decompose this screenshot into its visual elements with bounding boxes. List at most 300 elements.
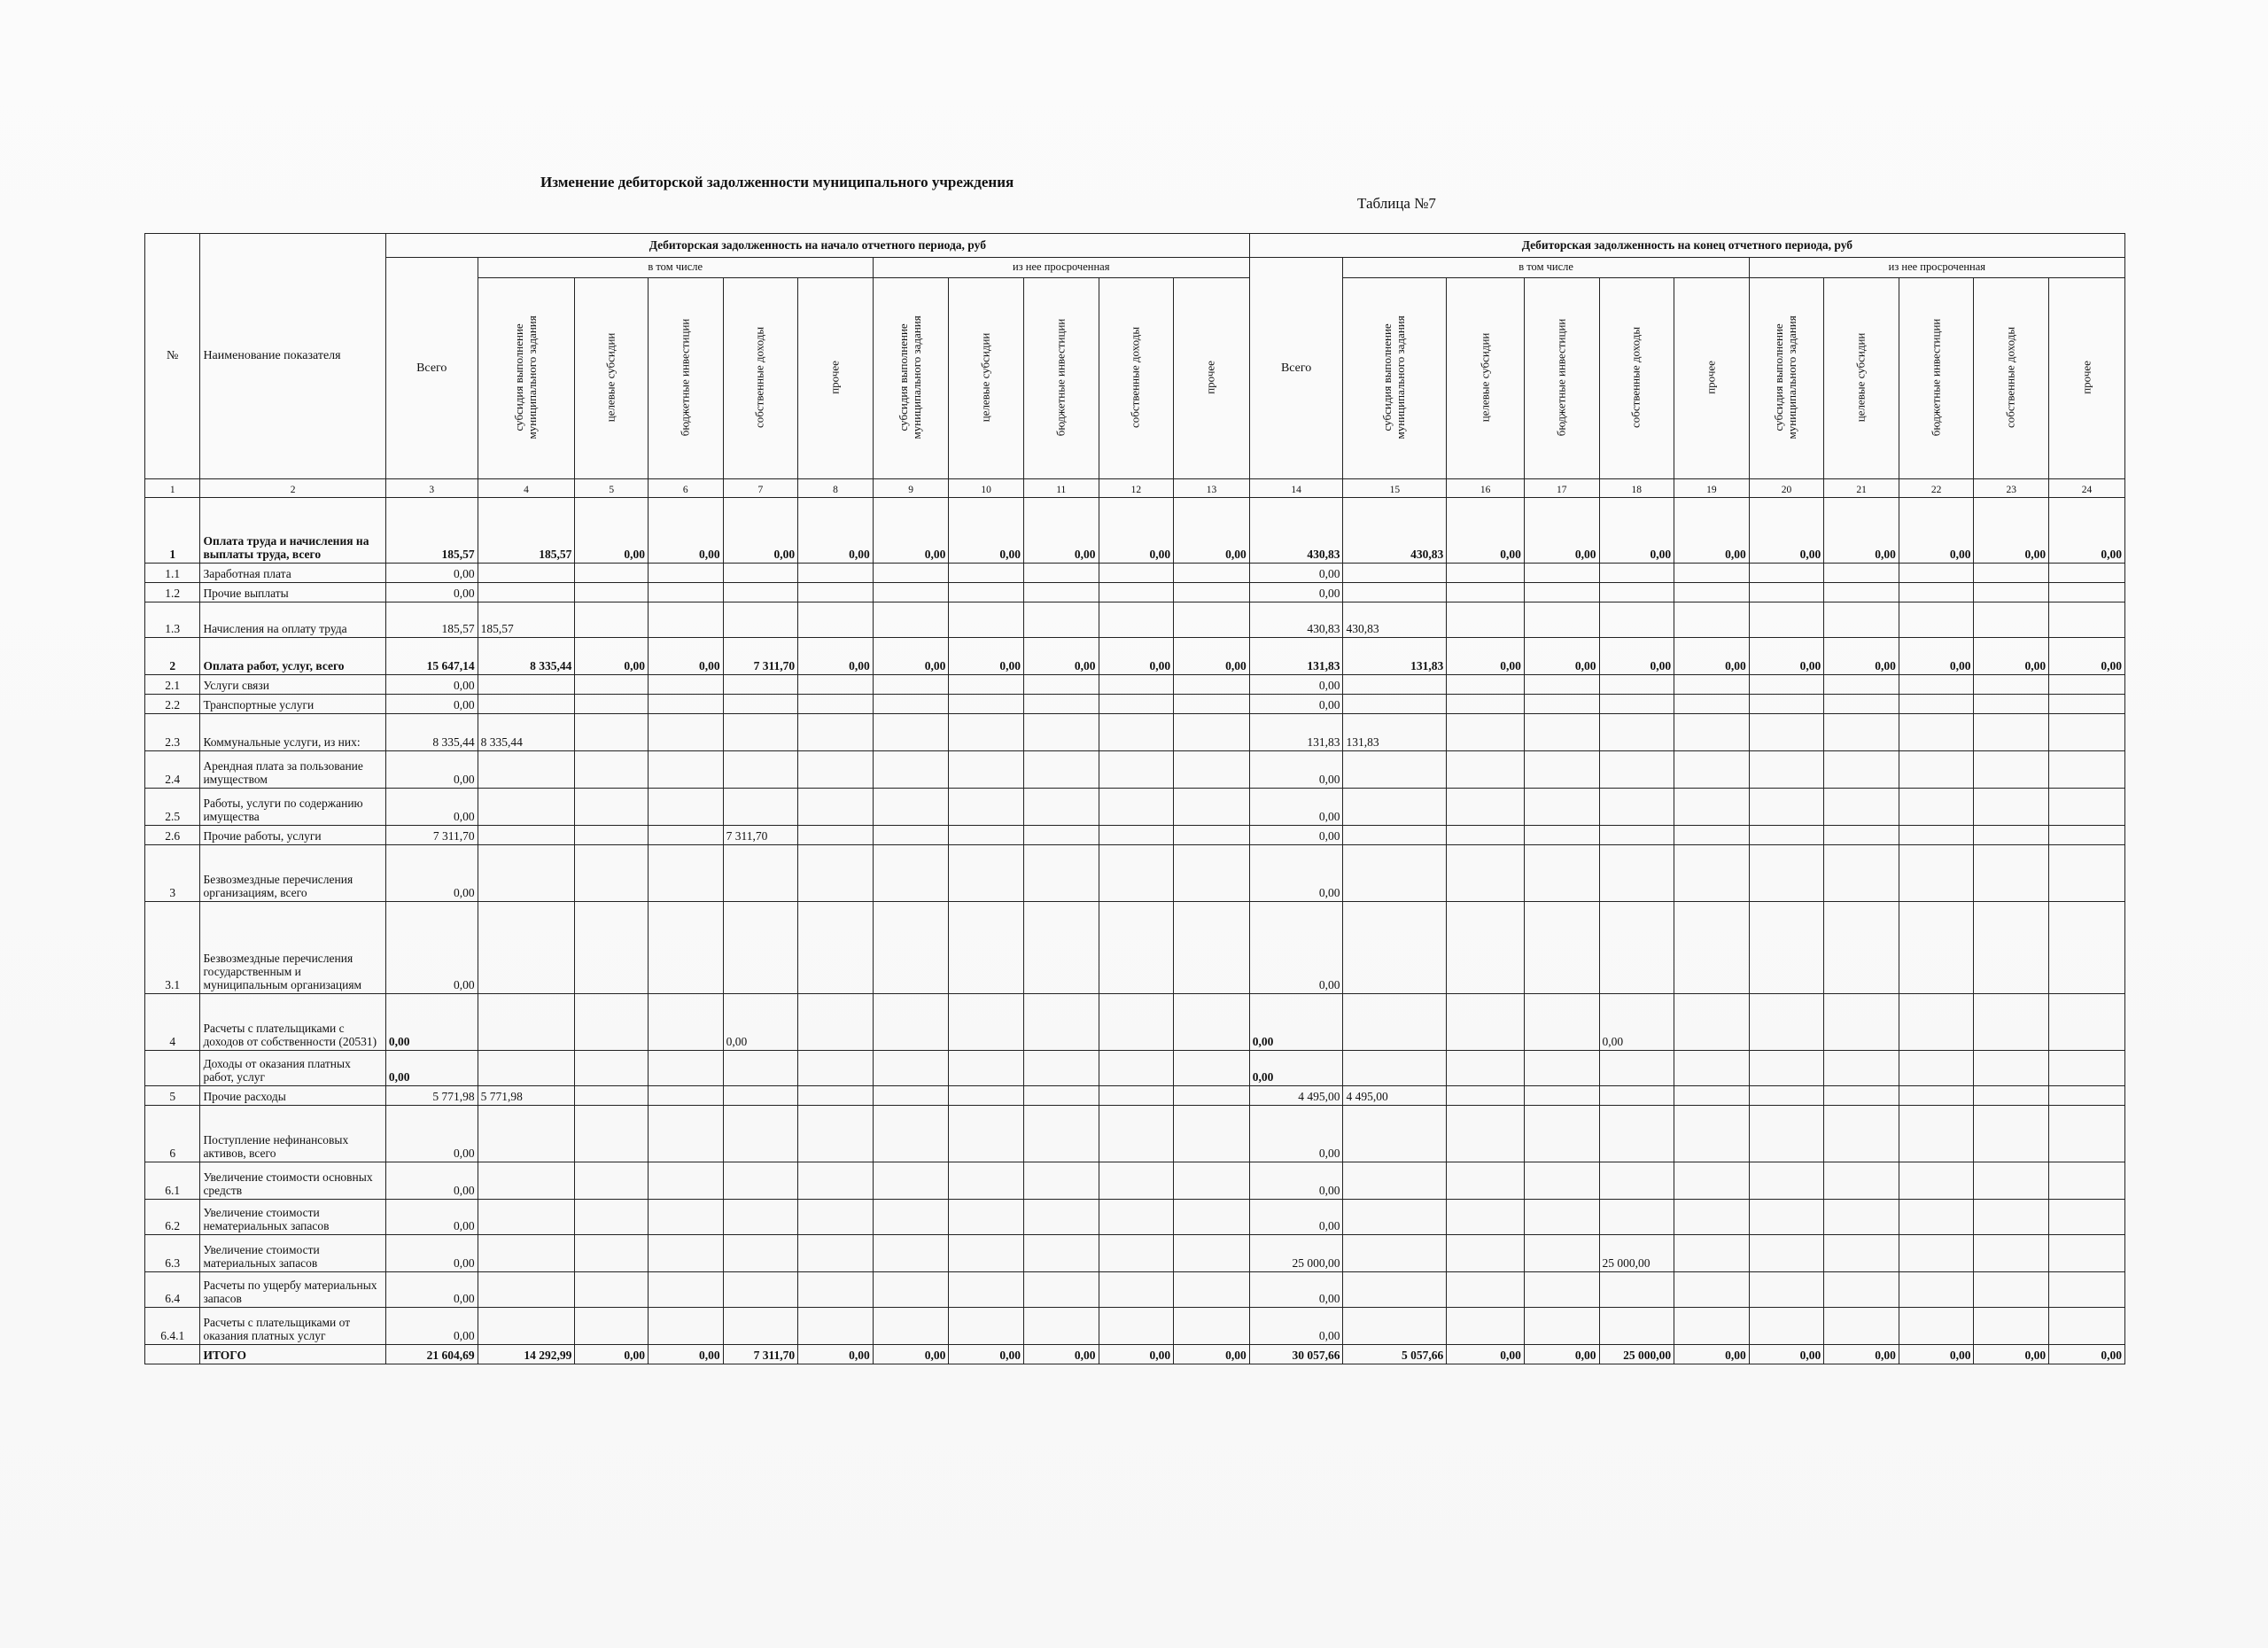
row-name: Поступление нефинансовых активов, всего [200, 1106, 385, 1162]
value-cell [723, 1051, 798, 1086]
value-cell [1674, 564, 1750, 583]
value-cell [723, 602, 798, 638]
value-cell [2049, 714, 2125, 751]
row-index: 2 [145, 638, 200, 675]
value-cell [798, 789, 874, 826]
value-cell: 0,00 [1023, 498, 1099, 564]
value-cell: 0,00 [2049, 1345, 2125, 1364]
value-cell: 0,00 [1023, 638, 1099, 675]
row-index: 6 [145, 1106, 200, 1162]
value-cell: 0,00 [385, 1200, 478, 1235]
header-subcol-label: бюджетные инвестиции [1554, 318, 1568, 437]
value-cell [1599, 826, 1674, 845]
table-row [145, 498, 2125, 564]
value-cell: 4 495,00 [1249, 1086, 1343, 1106]
value-cell [648, 1086, 723, 1106]
value-cell: 0,00 [385, 1272, 478, 1308]
table-row [145, 714, 2125, 751]
value-cell [873, 714, 949, 751]
value-cell [478, 1200, 575, 1235]
value-cell [1749, 1235, 1824, 1272]
value-cell: 0,00 [798, 638, 874, 675]
value-cell [798, 994, 874, 1051]
header-no: № [145, 234, 200, 479]
value-cell [1899, 714, 1974, 751]
value-cell [1174, 564, 1250, 583]
value-cell [723, 1235, 798, 1272]
value-cell [873, 789, 949, 826]
value-cell [1023, 826, 1099, 845]
value-cell [478, 789, 575, 826]
value-cell [2049, 1235, 2125, 1272]
value-cell [2049, 751, 2125, 789]
value-cell: 0,00 [1249, 845, 1343, 902]
value-cell: 0,00 [1749, 498, 1824, 564]
column-number: 10 [949, 479, 1024, 498]
column-number: 14 [1249, 479, 1343, 498]
value-cell [1343, 826, 1447, 845]
value-cell: 0,00 [1249, 1308, 1343, 1345]
value-cell [575, 1086, 649, 1106]
row-name: Безвозмездные перечисления государственным и муниципальным организациям [200, 902, 385, 994]
value-cell: 185,57 [385, 602, 478, 638]
value-cell [1899, 695, 1974, 714]
column-number: 8 [798, 479, 874, 498]
value-cell [1343, 1200, 1447, 1235]
value-cell [1023, 902, 1099, 994]
value-cell [723, 789, 798, 826]
value-cell [949, 695, 1024, 714]
value-cell [575, 1200, 649, 1235]
header-subcol-label: бюджетные инвестиции [678, 318, 692, 437]
value-cell [873, 1272, 949, 1308]
value-cell [1023, 1086, 1099, 1106]
value-cell [648, 1235, 723, 1272]
value-cell: 0,00 [1599, 994, 1674, 1051]
column-number: 2 [200, 479, 385, 498]
row-name: Увеличение стоимости основных средств [200, 1162, 385, 1200]
row-index: 6.4 [145, 1272, 200, 1308]
row-index: 2.2 [145, 695, 200, 714]
row-name: Расчеты с плательщиками от оказания платных услуг [200, 1308, 385, 1345]
value-cell: 0,00 [1599, 638, 1674, 675]
value-cell [648, 1051, 723, 1086]
row-name: Увеличение стоимости нематериальных запасов [200, 1200, 385, 1235]
value-cell: 0,00 [1749, 1345, 1824, 1364]
value-cell [1824, 564, 1899, 583]
column-number: 18 [1599, 479, 1674, 498]
row-index [145, 1051, 200, 1086]
value-cell [798, 714, 874, 751]
value-cell: 0,00 [723, 498, 798, 564]
value-cell [873, 583, 949, 602]
value-cell: 15 647,14 [385, 638, 478, 675]
value-cell [723, 675, 798, 695]
value-cell [648, 1308, 723, 1345]
value-cell [648, 1200, 723, 1235]
value-cell: 0,00 [1447, 638, 1525, 675]
value-cell: 5 771,98 [385, 1086, 478, 1106]
value-cell: 30 057,66 [1249, 1345, 1343, 1364]
value-cell [1749, 902, 1824, 994]
value-cell [1974, 994, 2049, 1051]
value-cell: 0,00 [1174, 638, 1250, 675]
value-cell [949, 1272, 1024, 1308]
header-subcol [1824, 278, 1899, 479]
value-cell [1674, 675, 1750, 695]
row-name: Прочие расходы [200, 1086, 385, 1106]
value-cell [798, 602, 874, 638]
value-cell [1099, 1106, 1174, 1162]
value-cell: 0,00 [648, 1345, 723, 1364]
value-cell [1974, 751, 2049, 789]
value-cell [1023, 714, 1099, 751]
column-number: 17 [1524, 479, 1599, 498]
value-cell [1674, 751, 1750, 789]
value-cell: 185,57 [478, 498, 575, 564]
value-cell [1599, 714, 1674, 751]
value-cell [949, 1051, 1024, 1086]
value-cell: 0,00 [2049, 638, 2125, 675]
value-cell [1674, 602, 1750, 638]
table-row [145, 789, 2125, 826]
value-cell [478, 695, 575, 714]
value-cell [1174, 695, 1250, 714]
value-cell [648, 1272, 723, 1308]
value-cell [949, 789, 1024, 826]
value-cell [1174, 751, 1250, 789]
column-number: 7 [723, 479, 798, 498]
value-cell [1524, 583, 1599, 602]
value-cell [1524, 714, 1599, 751]
value-cell [478, 845, 575, 902]
value-cell [1899, 675, 1974, 695]
value-cell [1674, 695, 1750, 714]
value-cell [1023, 1106, 1099, 1162]
value-cell [1824, 602, 1899, 638]
row-index: 5 [145, 1086, 200, 1106]
value-cell: 25 000,00 [1599, 1345, 1674, 1364]
table-row [145, 602, 2125, 638]
value-cell [1447, 564, 1525, 583]
value-cell [949, 1162, 1024, 1200]
value-cell [723, 714, 798, 751]
value-cell [1447, 602, 1525, 638]
value-cell [1599, 1051, 1674, 1086]
value-cell [1023, 602, 1099, 638]
value-cell [1899, 583, 1974, 602]
value-cell: 0,00 [1974, 1345, 2049, 1364]
value-cell: 0,00 [1249, 564, 1343, 583]
value-cell [1749, 1162, 1824, 1200]
value-cell: 14 292,99 [478, 1345, 575, 1364]
value-cell [1174, 1086, 1250, 1106]
value-cell [575, 1106, 649, 1162]
value-cell [1023, 994, 1099, 1051]
value-cell [2049, 1308, 2125, 1345]
value-cell: 0,00 [873, 638, 949, 675]
value-cell [478, 1272, 575, 1308]
value-cell [949, 675, 1024, 695]
header-subcol [1974, 278, 2049, 479]
value-cell [1099, 1162, 1174, 1200]
header-subcol [1343, 278, 1447, 479]
value-cell [1447, 1272, 1525, 1308]
value-cell [1524, 1272, 1599, 1308]
table-body [145, 498, 2125, 1364]
row-index: 2.4 [145, 751, 200, 789]
value-cell [1174, 1051, 1250, 1086]
value-cell [1174, 1308, 1250, 1345]
table-row [145, 1106, 2125, 1162]
value-cell: 0,00 [1899, 638, 1974, 675]
value-cell [1824, 789, 1899, 826]
value-cell [949, 583, 1024, 602]
value-cell [1099, 845, 1174, 902]
value-cell [1974, 1086, 2049, 1106]
value-cell [1674, 789, 1750, 826]
value-cell: 4 495,00 [1343, 1086, 1447, 1106]
value-cell [478, 675, 575, 695]
value-cell [1174, 845, 1250, 902]
value-cell: 0,00 [1249, 675, 1343, 695]
value-cell: 131,83 [1249, 714, 1343, 751]
value-cell [1899, 602, 1974, 638]
column-number: 6 [648, 479, 723, 498]
value-cell: 0,00 [575, 638, 649, 675]
header-start-group: Дебиторская задолженность на начало отчетного периода, руб [385, 234, 1249, 258]
value-cell [1599, 902, 1674, 994]
value-cell: 0,00 [1524, 498, 1599, 564]
value-cell [1174, 1106, 1250, 1162]
value-cell [723, 1308, 798, 1345]
value-cell [1674, 1051, 1750, 1086]
value-cell [478, 994, 575, 1051]
value-cell [1174, 902, 1250, 994]
value-cell [575, 845, 649, 902]
value-cell [1023, 1235, 1099, 1272]
header-subcol [1899, 278, 1974, 479]
value-cell [1343, 751, 1447, 789]
value-cell [798, 826, 874, 845]
value-cell [1899, 902, 1974, 994]
value-cell [1899, 1235, 1974, 1272]
value-cell [575, 714, 649, 751]
table-row [145, 675, 2125, 695]
value-cell [1674, 1235, 1750, 1272]
value-cell [2049, 695, 2125, 714]
value-cell: 0,00 [385, 845, 478, 902]
value-cell [1023, 1308, 1099, 1345]
header-subcol-label: прочее [827, 361, 842, 394]
value-cell [1099, 751, 1174, 789]
receivables-table [144, 233, 2125, 1364]
table-row [145, 1345, 2125, 1364]
row-index: 6.2 [145, 1200, 200, 1235]
row-name: Доходы от оказания платных работ, услуг [200, 1051, 385, 1086]
value-cell: 131,83 [1343, 638, 1447, 675]
value-cell [1524, 675, 1599, 695]
value-cell [873, 1086, 949, 1106]
value-cell [949, 564, 1024, 583]
value-cell [2049, 1272, 2125, 1308]
value-cell: 0,00 [385, 1162, 478, 1200]
value-cell [1599, 751, 1674, 789]
value-cell [723, 1200, 798, 1235]
value-cell [1099, 1272, 1174, 1308]
header-subcol [949, 278, 1024, 479]
value-cell [873, 1106, 949, 1162]
value-cell [1023, 564, 1099, 583]
column-number: 23 [1974, 479, 2049, 498]
value-cell: 0,00 [873, 498, 949, 564]
value-cell: 0,00 [1099, 498, 1174, 564]
value-cell [1674, 994, 1750, 1051]
row-index: 2.6 [145, 826, 200, 845]
value-cell [1343, 695, 1447, 714]
header-subcol-label: целевые субсидии [978, 332, 992, 423]
header-subcol [723, 278, 798, 479]
value-cell: 0,00 [1899, 1345, 1974, 1364]
value-cell: 7 311,70 [723, 638, 798, 675]
header-subcol-label: субсидия выполнение муниципального задания [1772, 315, 1799, 439]
value-cell [1899, 1308, 1974, 1345]
value-cell [575, 994, 649, 1051]
value-cell [1524, 564, 1599, 583]
value-cell [1749, 602, 1824, 638]
value-cell [1749, 695, 1824, 714]
header-subcol [798, 278, 874, 479]
value-cell [1343, 675, 1447, 695]
header-subcol-label: целевые субсидии [1853, 332, 1868, 423]
value-cell: 0,00 [385, 1235, 478, 1272]
value-cell [1974, 1235, 2049, 1272]
value-cell [1174, 1272, 1250, 1308]
value-cell [1099, 695, 1174, 714]
value-cell: 0,00 [798, 1345, 874, 1364]
value-cell [723, 1162, 798, 1200]
value-cell [1974, 1200, 2049, 1235]
table-row [145, 638, 2125, 675]
value-cell: 0,00 [648, 638, 723, 675]
value-cell [873, 1162, 949, 1200]
header-subcol [1174, 278, 1250, 479]
value-cell [723, 564, 798, 583]
value-cell [1974, 902, 2049, 994]
value-cell: 0,00 [1249, 1272, 1343, 1308]
row-index: 1.1 [145, 564, 200, 583]
value-cell [949, 602, 1024, 638]
header-subcol [1099, 278, 1174, 479]
value-cell [949, 845, 1024, 902]
value-cell [873, 751, 949, 789]
column-number: 20 [1749, 479, 1824, 498]
value-cell [1447, 583, 1525, 602]
value-cell [1899, 994, 1974, 1051]
value-cell: 430,83 [1249, 602, 1343, 638]
value-cell [949, 1086, 1024, 1106]
header-end-incl: в том числе [1343, 258, 1749, 278]
value-cell [648, 751, 723, 789]
value-cell: 7 311,70 [723, 1345, 798, 1364]
row-name: Услуги связи [200, 675, 385, 695]
value-cell: 5 771,98 [478, 1086, 575, 1106]
value-cell [575, 826, 649, 845]
value-cell [1174, 994, 1250, 1051]
row-index [145, 1345, 200, 1364]
value-cell: 0,00 [1249, 583, 1343, 602]
row-name: Транспортные услуги [200, 695, 385, 714]
value-cell: 0,00 [385, 1051, 478, 1086]
value-cell: 0,00 [873, 1345, 949, 1364]
row-name: Коммунальные услуги, из них: [200, 714, 385, 751]
value-cell [798, 1106, 874, 1162]
value-cell [1749, 751, 1824, 789]
value-cell: 0,00 [1447, 1345, 1525, 1364]
value-cell [478, 583, 575, 602]
column-number: 5 [575, 479, 649, 498]
value-cell: 0,00 [575, 1345, 649, 1364]
row-index: 2.1 [145, 675, 200, 695]
value-cell [2049, 994, 2125, 1051]
value-cell [1447, 1200, 1525, 1235]
value-cell [1899, 751, 1974, 789]
value-cell [1447, 1051, 1525, 1086]
value-cell [798, 695, 874, 714]
header-subcol [1447, 278, 1525, 479]
value-cell [1099, 789, 1174, 826]
value-cell [1824, 1051, 1899, 1086]
value-cell [1599, 1308, 1674, 1345]
value-cell [1524, 789, 1599, 826]
value-cell: 0,00 [1674, 638, 1750, 675]
value-cell [1974, 1106, 2049, 1162]
value-cell: 0,00 [1899, 498, 1974, 564]
row-index: 1.2 [145, 583, 200, 602]
value-cell [798, 1086, 874, 1106]
value-cell [1974, 845, 2049, 902]
value-cell [1899, 564, 1974, 583]
value-cell: 0,00 [1023, 1345, 1099, 1364]
column-number: 9 [873, 479, 949, 498]
value-cell [1974, 1272, 2049, 1308]
column-number: 22 [1899, 479, 1974, 498]
value-cell [1524, 1308, 1599, 1345]
value-cell [1824, 695, 1899, 714]
value-cell: 0,00 [385, 583, 478, 602]
value-cell: 0,00 [2049, 498, 2125, 564]
value-cell [1749, 994, 1824, 1051]
value-cell [1974, 602, 2049, 638]
value-cell: 7 311,70 [385, 826, 478, 845]
header-subcol-label: субсидия выполнение муниципального задания [897, 315, 924, 439]
value-cell [575, 902, 649, 994]
value-cell [1899, 845, 1974, 902]
value-cell [1023, 1162, 1099, 1200]
table-row [145, 1162, 2125, 1200]
column-number: 15 [1343, 479, 1447, 498]
value-cell: 0,00 [385, 789, 478, 826]
column-number: 21 [1824, 479, 1899, 498]
value-cell: 0,00 [949, 498, 1024, 564]
value-cell [1099, 902, 1174, 994]
value-cell [1023, 751, 1099, 789]
value-cell: 0,00 [1524, 1345, 1599, 1364]
value-cell [798, 564, 874, 583]
value-cell [798, 751, 874, 789]
value-cell [1974, 1308, 2049, 1345]
header-subcol-label: субсидия выполнение муниципального задания [512, 315, 540, 439]
